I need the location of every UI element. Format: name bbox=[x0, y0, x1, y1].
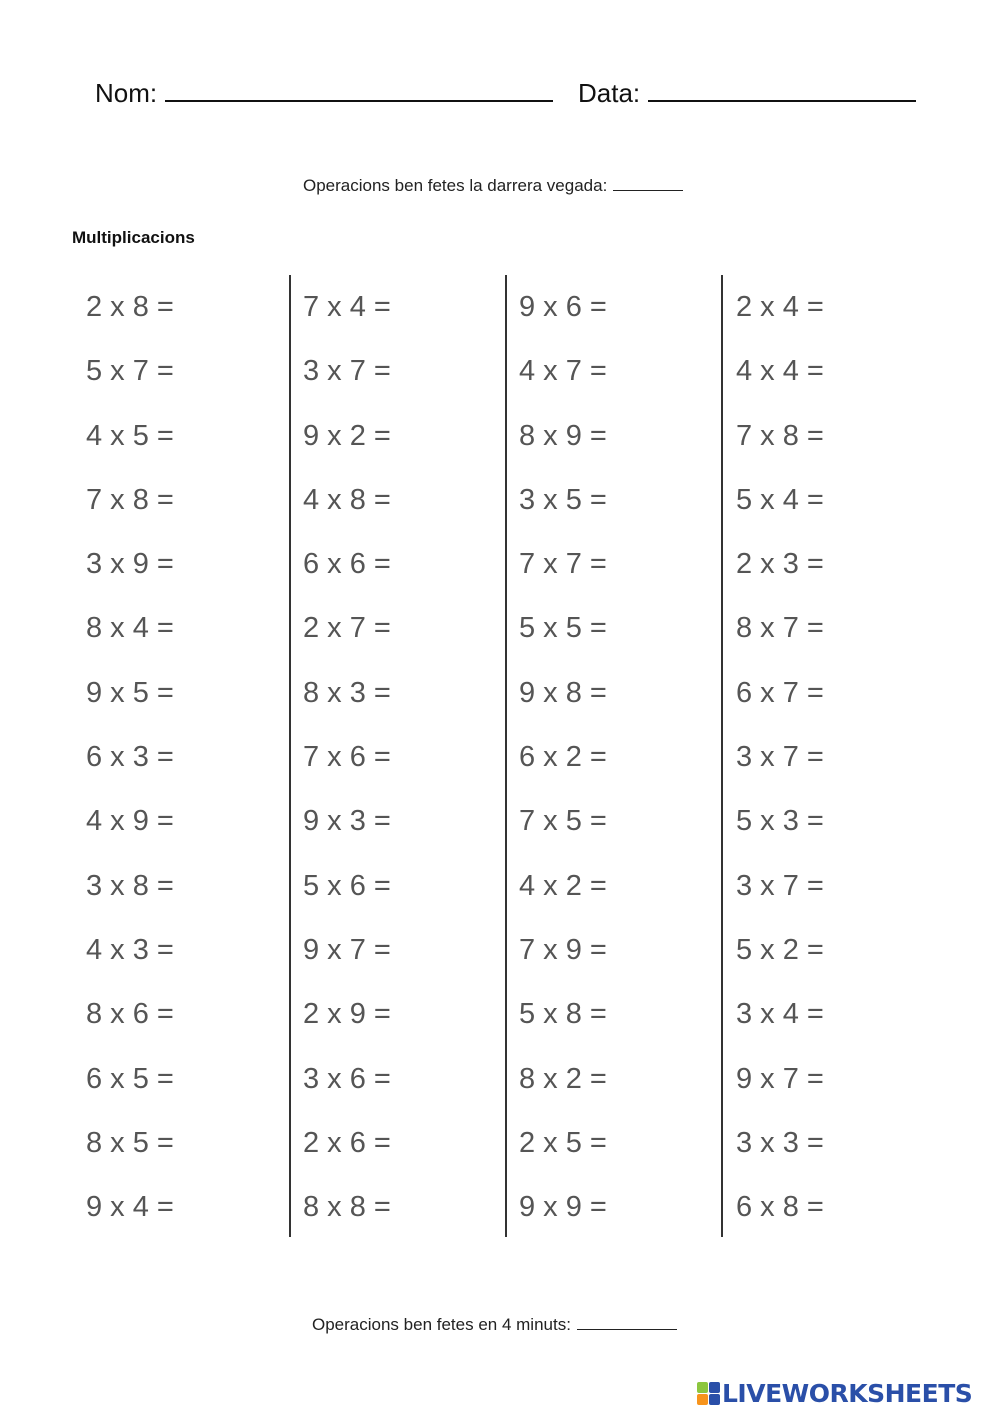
operations-column-3 bbox=[519, 284, 607, 1248]
previous-score-label: Operacions ben fetes la darrera vegada: bbox=[303, 176, 608, 195]
operation: 5 x 8 = bbox=[519, 998, 607, 1031]
operation: 4 x 2 = bbox=[519, 869, 607, 902]
operation: 9 x 9 = bbox=[519, 1191, 607, 1224]
operation: 9 x 2 = bbox=[303, 419, 391, 452]
column-divider bbox=[505, 275, 507, 1237]
operation: 9 x 8 = bbox=[519, 676, 607, 709]
operation: 9 x 5 = bbox=[86, 676, 174, 709]
operation: 7 x 6 = bbox=[303, 741, 391, 774]
previous-score-field[interactable] bbox=[303, 176, 683, 196]
operation: 9 x 7 = bbox=[736, 1062, 824, 1095]
operation: 6 x 2 = bbox=[519, 741, 607, 774]
operation: 2 x 6 = bbox=[303, 1126, 391, 1159]
operations-column-4 bbox=[736, 284, 824, 1248]
date-blank-line[interactable] bbox=[648, 78, 916, 102]
operation: 7 x 7 = bbox=[519, 548, 607, 581]
operation: 6 x 6 = bbox=[303, 548, 391, 581]
operation: 4 x 9 = bbox=[86, 805, 174, 838]
logo-square-green bbox=[697, 1382, 708, 1393]
operation: 9 x 3 = bbox=[303, 805, 391, 838]
date-field[interactable] bbox=[578, 78, 916, 109]
operation: 9 x 7 = bbox=[303, 933, 391, 966]
operation: 9 x 6 = bbox=[519, 291, 607, 323]
operation: 3 x 6 = bbox=[303, 1062, 391, 1095]
name-blank-line[interactable] bbox=[165, 78, 553, 102]
operation: 8 x 7 = bbox=[736, 612, 824, 645]
operation: 9 x 4 = bbox=[86, 1191, 174, 1224]
operation: 3 x 9 = bbox=[86, 548, 174, 581]
logo-square-blue bbox=[709, 1382, 720, 1393]
operation: 8 x 2 = bbox=[519, 1062, 607, 1095]
operation: 4 x 3 = bbox=[86, 933, 174, 966]
operation: 6 x 8 = bbox=[736, 1191, 824, 1224]
operation: 7 x 8 = bbox=[86, 483, 174, 516]
logo-square-blue-2 bbox=[709, 1394, 720, 1405]
date-label: Data: bbox=[578, 78, 641, 108]
liveworksheets-icon bbox=[697, 1382, 720, 1405]
score-4-minutes-label: Operacions ben fetes en 4 minuts: bbox=[312, 1315, 571, 1334]
operation: 8 x 6 = bbox=[86, 998, 174, 1031]
operation: 3 x 7 = bbox=[736, 741, 824, 774]
operation: 3 x 7 = bbox=[736, 869, 824, 902]
operation: 7 x 9 = bbox=[519, 933, 607, 966]
operation: 8 x 4 = bbox=[86, 612, 174, 645]
operation: 3 x 5 = bbox=[519, 483, 607, 516]
operation: 2 x 7 = bbox=[303, 612, 391, 645]
column-divider bbox=[289, 275, 291, 1237]
operation: 7 x 5 = bbox=[519, 805, 607, 838]
operation: 2 x 3 = bbox=[736, 548, 824, 581]
previous-score-blank[interactable] bbox=[613, 176, 683, 191]
operation: 4 x 5 = bbox=[86, 419, 174, 452]
operation: 5 x 7 = bbox=[86, 355, 174, 388]
operation: 4 x 4 = bbox=[736, 355, 824, 388]
score-4-minutes-blank[interactable] bbox=[577, 1315, 677, 1330]
liveworksheets-logo[interactable] bbox=[697, 1378, 972, 1408]
operations-column-2 bbox=[303, 284, 391, 1248]
logo-square-orange bbox=[697, 1394, 708, 1405]
column-divider bbox=[721, 275, 723, 1237]
operation: 3 x 7 = bbox=[303, 355, 391, 388]
operation: 5 x 3 = bbox=[736, 805, 824, 838]
operation: 5 x 5 = bbox=[519, 612, 607, 645]
operation: 2 x 5 = bbox=[519, 1126, 607, 1159]
operation: 5 x 4 = bbox=[736, 483, 824, 516]
liveworksheets-wordmark: LIVEWORKSHEETS bbox=[722, 1378, 973, 1408]
operation: 7 x 4 = bbox=[303, 291, 391, 323]
operation: 8 x 8 = bbox=[303, 1191, 391, 1224]
operation: 6 x 5 = bbox=[86, 1062, 174, 1095]
score-4-minutes-field[interactable] bbox=[312, 1315, 677, 1335]
operation: 5 x 2 = bbox=[736, 933, 824, 966]
operation: 8 x 9 = bbox=[519, 419, 607, 452]
operation: 2 x 8 = bbox=[86, 291, 174, 323]
operation: 6 x 7 = bbox=[736, 676, 824, 709]
name-label: Nom: bbox=[95, 78, 158, 108]
operation: 8 x 5 = bbox=[86, 1126, 174, 1159]
operation: 4 x 7 = bbox=[519, 355, 607, 388]
operation: 8 x 3 = bbox=[303, 676, 391, 709]
operation: 7 x 8 = bbox=[736, 419, 824, 452]
operations-column-1 bbox=[86, 284, 174, 1248]
name-field[interactable] bbox=[95, 78, 553, 109]
operation: 6 x 3 = bbox=[86, 741, 174, 774]
operation: 5 x 6 = bbox=[303, 869, 391, 902]
operation: 3 x 8 = bbox=[86, 869, 174, 902]
operation: 3 x 3 = bbox=[736, 1126, 824, 1159]
operation: 2 x 9 = bbox=[303, 998, 391, 1031]
operation: 2 x 4 = bbox=[736, 291, 824, 323]
operation: 4 x 8 = bbox=[303, 483, 391, 516]
operation: 3 x 4 = bbox=[736, 998, 824, 1031]
section-title: Multiplicacions bbox=[72, 228, 195, 247]
